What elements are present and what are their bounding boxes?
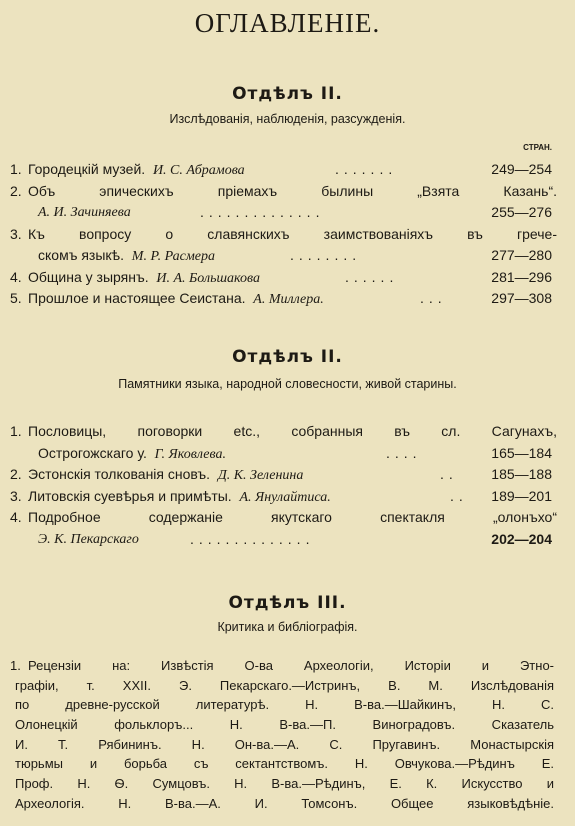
toc-entry (0, 267, 575, 289)
entry-title: Прошлое и настоящее Сеистана. (28, 290, 246, 306)
review-text: Рецензіи на: Извѣстія О-ва Археологіи, Исторіи и Этно- (28, 658, 554, 673)
section-heading: Отдѣлъ II. (232, 347, 343, 367)
entry-number: 4. (10, 268, 22, 285)
section-heading: Отдѣлъ III. (228, 593, 347, 613)
page-title: ОГЛАВЛЕНІЕ. (194, 8, 381, 38)
review-line (0, 774, 575, 794)
section-entries (0, 421, 575, 550)
toc-entry (0, 486, 575, 508)
toc-entry-continuation (0, 202, 575, 224)
review-line (0, 676, 575, 696)
entry-pages: 297—308 (491, 290, 552, 306)
review-line (0, 656, 575, 676)
entry-number: 3. (10, 225, 22, 242)
section-subheading: Критика и библіографія. (217, 620, 358, 634)
entry-text (28, 486, 331, 509)
review-line (0, 695, 575, 715)
leader-dots: .... (386, 444, 422, 461)
leader-dots: .............. (190, 530, 315, 547)
review-line (0, 735, 575, 755)
toc-entry-continuation (0, 529, 575, 551)
entry-text (38, 443, 226, 466)
entry-title: Къ вопросу о славянскихъ заимствованіяхъ въ грече- (28, 225, 557, 242)
entry-title: Эстонскія толкованія сновъ. (28, 466, 211, 482)
toc-entry-continuation (0, 443, 575, 465)
entry-title-continued: скомъ языкѣ. (38, 247, 124, 263)
toc-entry-continuation (0, 245, 575, 267)
entry-title: Пословицы, поговорки etc., собранныя въ сл. Сагунахъ, (28, 423, 557, 439)
leader-dots: ...... (345, 268, 399, 285)
entry-author: И. А. Большакова (156, 270, 261, 286)
entry-pages: 281—296 (491, 268, 552, 285)
entry-pages: 185—188 (491, 466, 552, 482)
entry-title-continued: Острогожскаго у. (38, 444, 147, 461)
review-text: Проф. Н. Ѳ. Сумцовъ. Н. В-ва.—Рѣдинъ, Е. К. Искусство и (15, 776, 554, 792)
entry-text (28, 159, 245, 182)
toc-entry (0, 159, 575, 181)
entry-text (28, 464, 303, 487)
entry-pages: 277—280 (491, 247, 552, 263)
review-text: графіи, т. XXII. Э. Пекарскаго.—Истринъ, В. М. Изслѣдованія (15, 677, 554, 693)
leader-dots: ....... (335, 161, 398, 177)
entry-text (38, 245, 215, 268)
section-subheading: Памятники языка, народной словесности, живой старины. (118, 377, 457, 391)
review-text: Археологія. Н. В-ва.—А. И. Томсонъ. Общее языковѣдѣніе. (15, 795, 554, 811)
toc-entry (0, 507, 575, 529)
entry-pages: 189—201 (491, 487, 552, 504)
entry-number: 1. (10, 423, 22, 439)
entry-author: А. Миллера. (253, 292, 324, 307)
leader-dots: .. (440, 466, 458, 482)
entry-author: А. Янулайтиса. (239, 489, 331, 505)
review-line (0, 794, 575, 814)
section-entries (0, 159, 575, 310)
entry-title: Община у зырянъ. (28, 268, 149, 285)
leader-dots: ........ (290, 247, 362, 263)
entry-author: А. И. Зачиняева (38, 205, 131, 220)
section-heading: Отдѣлъ II. (232, 84, 343, 104)
entry-number: 4. (10, 509, 22, 525)
entry-number: 1. (10, 658, 21, 673)
entry-author: Э. К. Пекарскаго (38, 531, 139, 547)
entry-title: Городецкій музей. (28, 161, 146, 177)
review-entry (0, 656, 575, 814)
entry-author: Г. Яковлева. (154, 446, 226, 462)
entry-pages: 255—276 (491, 204, 552, 220)
entry-author: И. С. Абрамова (152, 163, 245, 178)
entry-title: Объ эпическихъ пріемахъ былины „Взята Казань“. (28, 182, 557, 199)
toc-entry (0, 181, 575, 203)
entry-pages: 165—184 (491, 444, 552, 461)
entry-pages: 249—254 (491, 161, 552, 177)
entry-title: Подробное содержаніе якутскаго спектакля „олонъхо“ (28, 509, 557, 525)
entry-author: Д. К. Зеленина (217, 468, 304, 483)
entry-number: 5. (10, 290, 22, 306)
review-line (0, 715, 575, 735)
pages-column-label: СТРАН. (523, 143, 552, 152)
entry-number: 2. (10, 466, 22, 482)
section-subheading: Изслѣдованія, наблюденія, разсужденія. (169, 112, 406, 126)
entry-title: Литовскія суевѣрья и примѣты. (28, 487, 232, 504)
review-text: тюрьмы и борьба съ сектантствомъ. Н. Овчукова.—Рѣдинъ Е. (15, 756, 554, 772)
entry-pages: 202—204 (491, 530, 552, 547)
entry-text (28, 288, 324, 311)
review-text: И. Т. Рябининъ. Н. Он-ва.—А. С. Пругавинъ. Монастырскія (15, 736, 554, 752)
entry-author: М. Р. Расмера (131, 249, 215, 264)
entry-number: 3. (10, 487, 22, 504)
toc-entry (0, 224, 575, 246)
entry-text (28, 267, 260, 290)
entry-number: 1. (10, 161, 22, 177)
review-text: по древне-русской литературѣ. Н. В-ва.—Шайкинъ, Н. С. (15, 697, 554, 713)
toc-entry (0, 421, 575, 443)
toc-entry (0, 464, 575, 486)
entry-number: 2. (10, 182, 22, 199)
leader-dots: ... (420, 290, 447, 306)
toc-entry (0, 288, 575, 310)
leader-dots: .............. (200, 204, 325, 220)
leader-dots: .. (450, 487, 468, 504)
review-text: Олонецкій фольклоръ... Н. В-ва.—П. Виноградовъ. Сказатель (15, 717, 554, 733)
review-line (0, 754, 575, 774)
